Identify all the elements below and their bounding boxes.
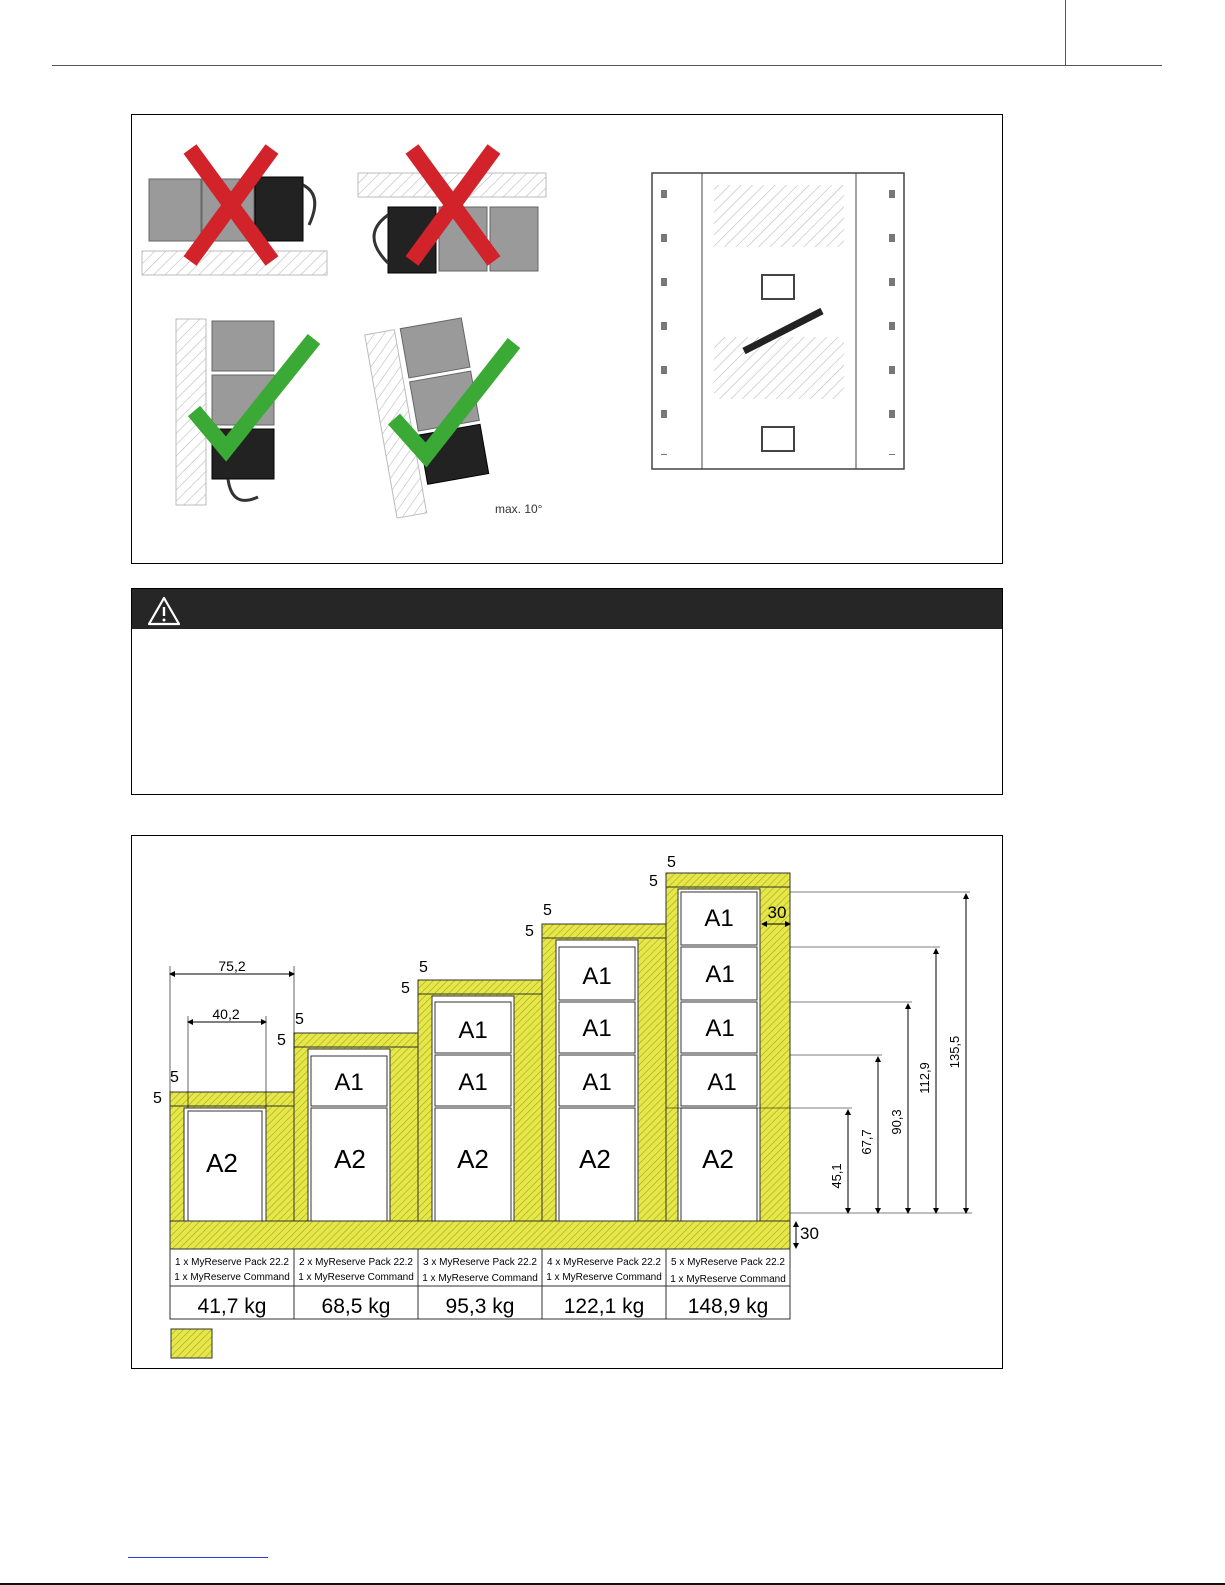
figure-clearance-dimensions (131, 835, 1003, 1369)
base-clearance (170, 1221, 790, 1249)
config-pack-label: 3 x MyReserve Pack 22.2 (423, 1257, 537, 1268)
module-label: A1 (705, 1015, 735, 1042)
weight-value: 41,7 kg (197, 1295, 267, 1318)
warning-box (131, 588, 1003, 795)
bottom-clearance-label: 30 (800, 1224, 819, 1243)
weight-value: 148,9 kg (687, 1295, 769, 1318)
module-label: A1 (707, 1069, 737, 1096)
correct-tilted-mount (365, 318, 494, 518)
height-label: 67,7 (859, 1129, 874, 1155)
weight-value: 95,3 kg (445, 1295, 515, 1318)
gap-label: 5 (170, 1069, 179, 1086)
gap-label: 5 (277, 1032, 286, 1049)
legend-clearance-swatch (171, 1329, 212, 1358)
column-3 (418, 980, 542, 1221)
gap-label: 5 (543, 902, 552, 919)
weight-value: 68,5 kg (321, 1295, 391, 1318)
module-label: A2 (702, 1144, 734, 1174)
module-label: A1 (705, 961, 735, 988)
config-command-label: 1 x MyReserve Command (174, 1272, 290, 1283)
module-label: A1 (704, 905, 734, 932)
module-label: A1 (458, 1069, 488, 1096)
footer-link-underline[interactable] (128, 1557, 268, 1558)
angle-label: max. 10° (495, 502, 543, 516)
config-command-label: 1 x MyReserve Command (422, 1273, 538, 1284)
gap-label: 5 (153, 1090, 162, 1107)
module-label: A2 (334, 1144, 366, 1174)
gap-label: 5 (295, 1011, 304, 1028)
config-pack-label: 1 x MyReserve Pack 22.2 (175, 1257, 289, 1268)
module-label: A2 (457, 1144, 489, 1174)
figure-mounting-orientation (131, 114, 1003, 564)
column-4 (542, 924, 666, 1221)
column-5 (666, 873, 790, 1221)
gap-label: 5 (419, 959, 428, 976)
module-label: A2 (579, 1144, 611, 1174)
height-label: 45,1 (829, 1163, 844, 1189)
module-label: A1 (582, 1069, 612, 1096)
wrong-ceiling-mount (358, 173, 546, 273)
warning-icon (144, 591, 184, 631)
config-pack-label: 5 x MyReserve Pack 22.2 (671, 1257, 785, 1268)
height-label: 90,3 (889, 1109, 904, 1135)
header-divider (1065, 0, 1066, 65)
gap-label: 5 (401, 980, 410, 997)
mounting-illustration (132, 115, 1002, 563)
config-pack-label: 2 x MyReserve Pack 22.2 (299, 1257, 413, 1268)
height-labels (829, 1036, 962, 1189)
config-command-label: 1 x MyReserve Command (670, 1274, 786, 1285)
module-label: A1 (582, 1015, 612, 1042)
header-rule (52, 65, 1162, 66)
config-command-label: 1 x MyReserve Command (298, 1272, 414, 1283)
side-clearance-label: 30 (767, 903, 787, 922)
clearance-diagram (132, 836, 1002, 1368)
width-outer-label: 75,2 (218, 958, 246, 974)
gap-label: 5 (525, 923, 534, 940)
column-2 (294, 1033, 418, 1221)
config-command-label: 1 x MyReserve Command (546, 1272, 662, 1283)
module-label: A1 (458, 1017, 488, 1044)
module-label: A1 (334, 1069, 364, 1096)
warning-header (132, 589, 1002, 629)
width-inner-label: 40,2 (212, 1006, 240, 1022)
gap-label: 5 (667, 854, 676, 871)
config-pack-label: 4 x MyReserve Pack 22.2 (547, 1257, 661, 1268)
weight-value: 122,1 kg (563, 1295, 645, 1318)
column-1 (170, 1092, 294, 1221)
gap-label: 5 (649, 873, 658, 890)
module-label: A1 (582, 963, 612, 990)
mounting-plate (652, 173, 904, 469)
height-label: 112,9 (917, 1062, 932, 1094)
module-label: A2 (206, 1148, 238, 1178)
height-label: 135,5 (947, 1035, 962, 1069)
